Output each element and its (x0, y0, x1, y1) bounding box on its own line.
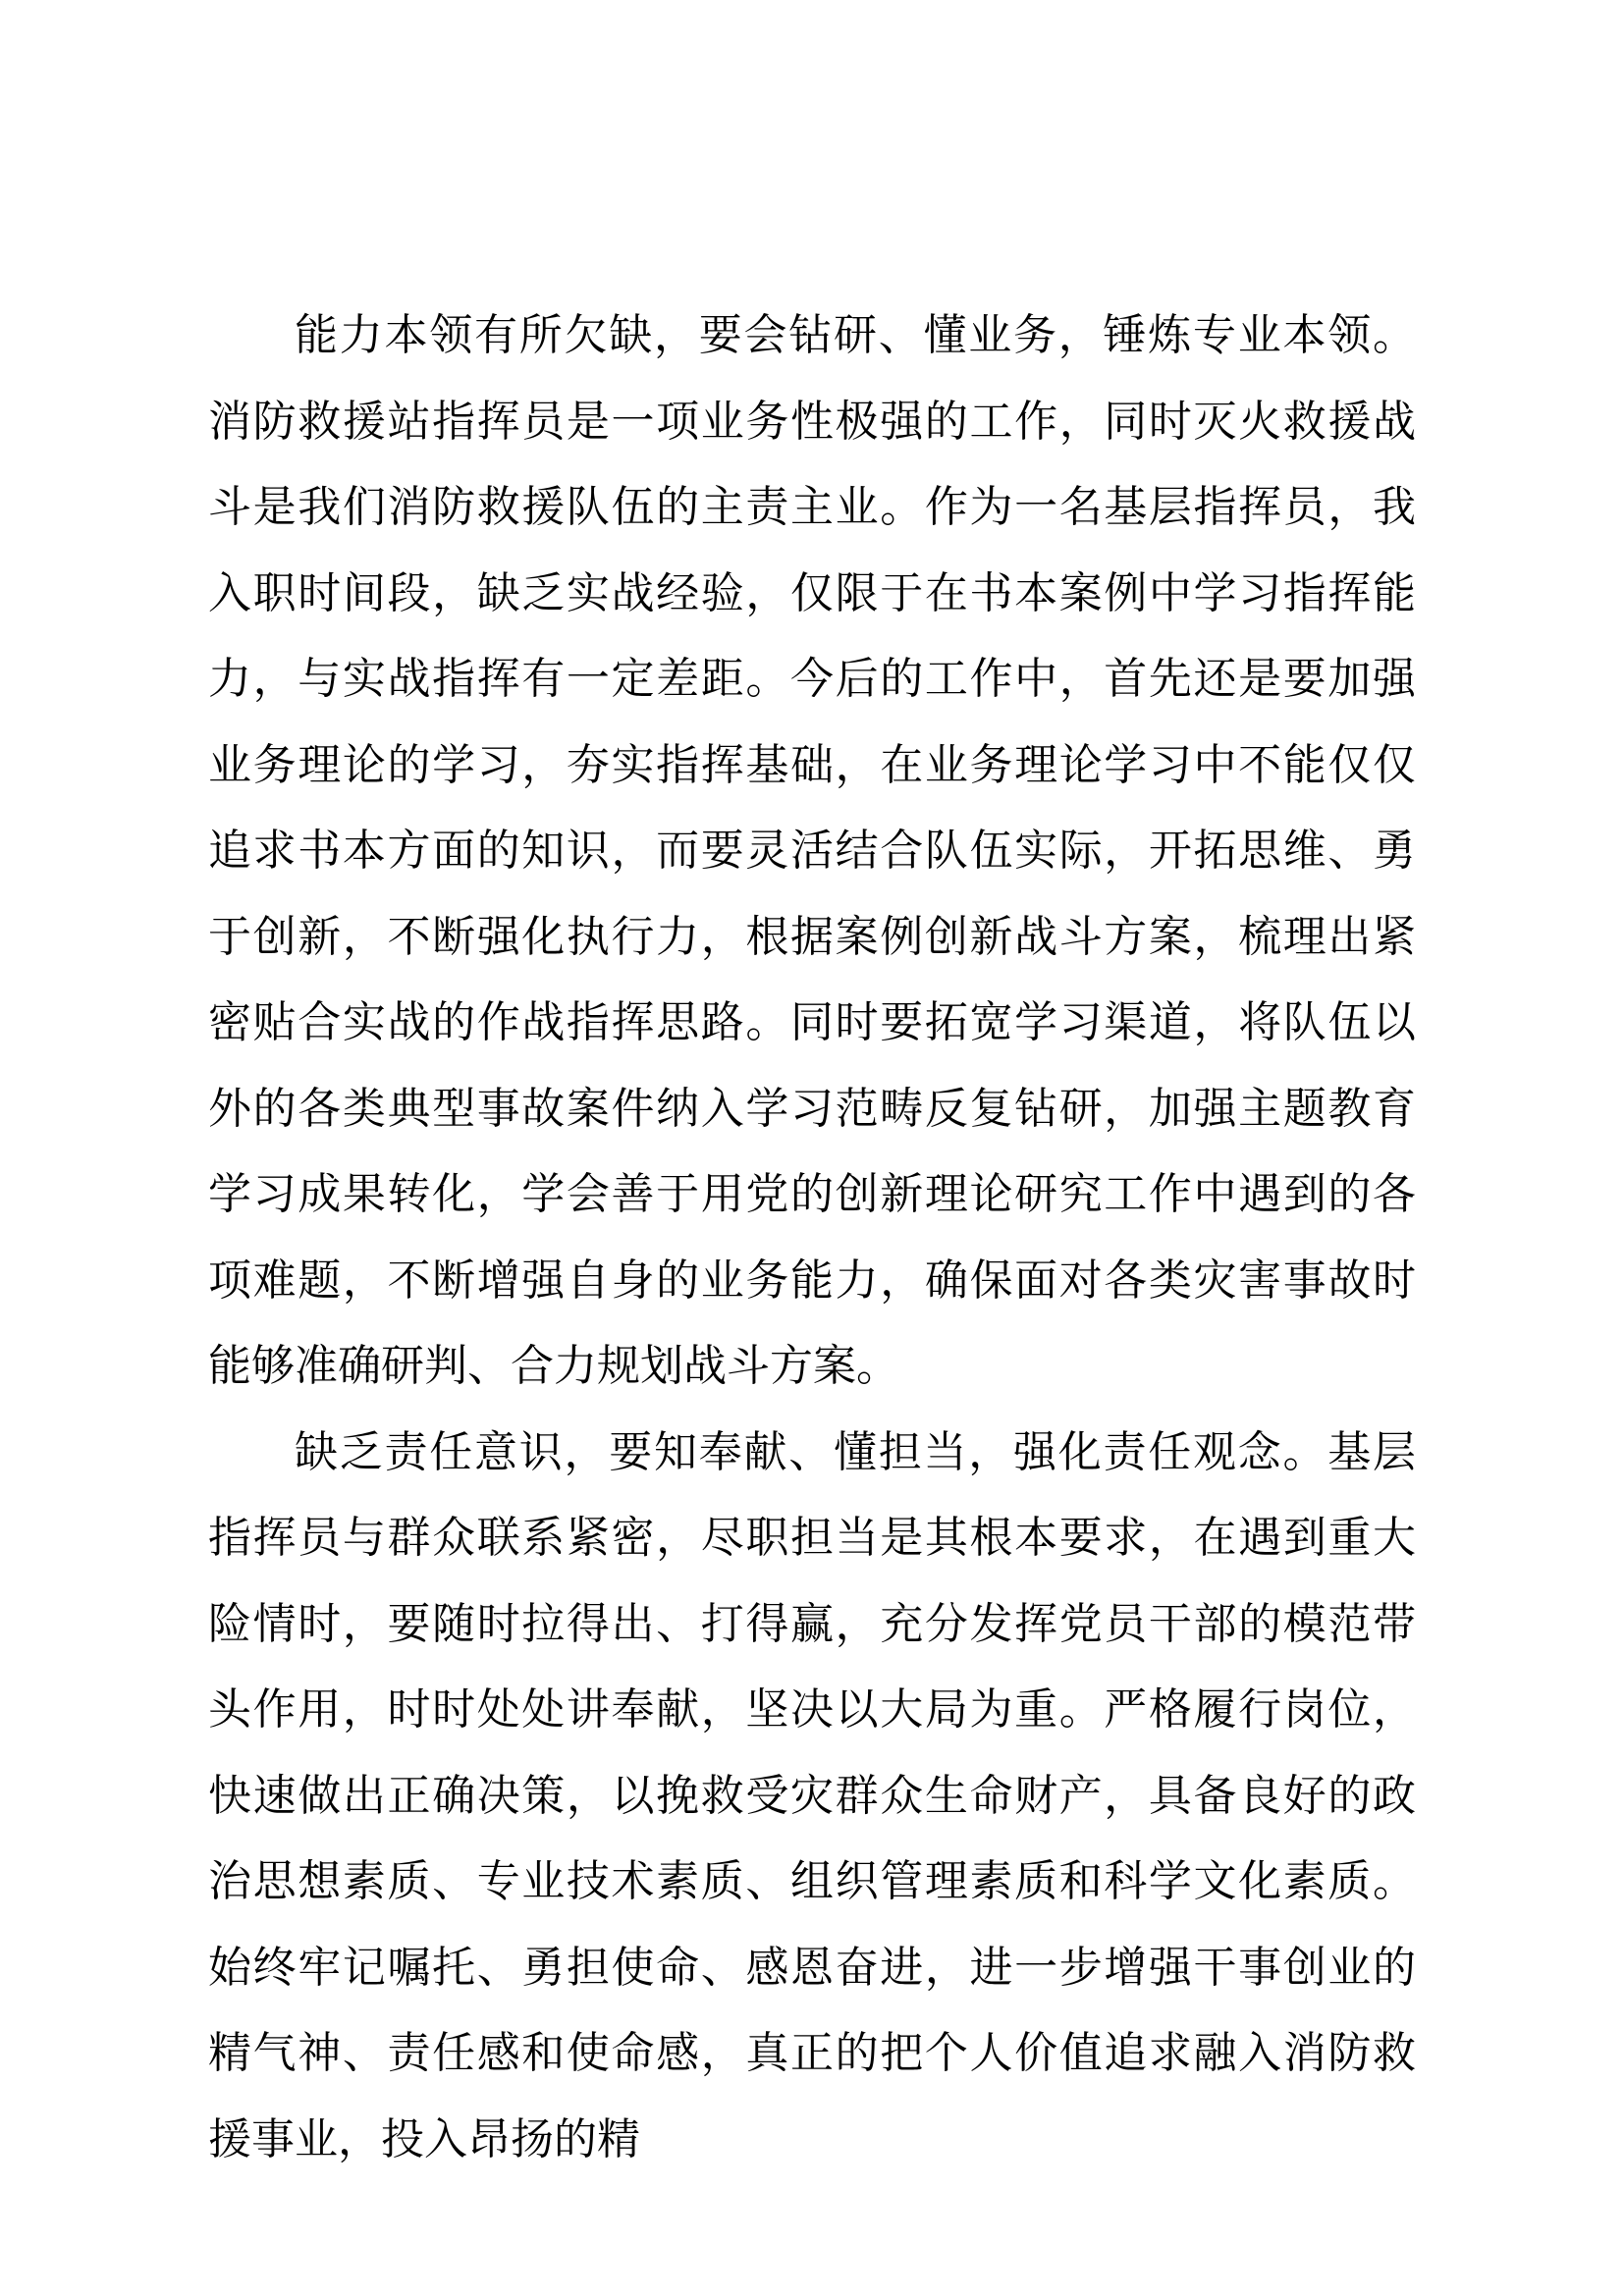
paragraph-1: 能力本领有所欠缺，要会钻研、懂业务，锤炼专业本领。消防救援站指挥员是一项业务性极强的工作，同时灭火救援战斗是我们消防救援队伍的主责主业。作为一名基层指挥员，我入职时间段，缺乏实战经验，仅限于在书本案例中学习指挥能力，与实战指挥有一定差距。今后的工作中，首先还是要加强业务理论的学习，夯实指挥基础，在业务理论学习中不能仅仅追求书本方面的知识，而要灵活结合队伍实际，开拓思维、勇于创新，不断强化执行力，根据案例创新战斗方案，梳理出紧密贴合实战的作战指挥思路。同时要拓宽学习渠道，将队伍以外的各类典型事故案件纳入学习范畴反复钻研，加强主题教育学习成果转化，学会善于用党的创新理论研究工作中遇到的各项难题，不断增强自身的业务能力，确保面对各类灾害事故时能够准确研判、合力规划战斗方案。 (208, 311, 1416, 1390)
document-body-text (208, 293, 1416, 2182)
paragraph-2: 缺乏责任意识，要知奉献、懂担当，强化责任观念。基层指挥员与群众联系紧密，尽职担当是其根本要求，在遇到重大险情时，要随时拉得出、打得赢，充分发挥党员干部的模范带头作用，时时处处讲奉献，坚决以大局为重。严格履行岗位，快速做出正确决策，以挽救受灾群众生命财产，具备良好的政治思想素质、专业技术素质、组织管理素质和科学文化素质。始终牢记嘱托、勇担使命、感恩奋进，进一步增强干事创业的精气神、责任感和使命感，真正的把个人价值追求融入消防救援事业，投入昂扬的精 (208, 1427, 1416, 2163)
